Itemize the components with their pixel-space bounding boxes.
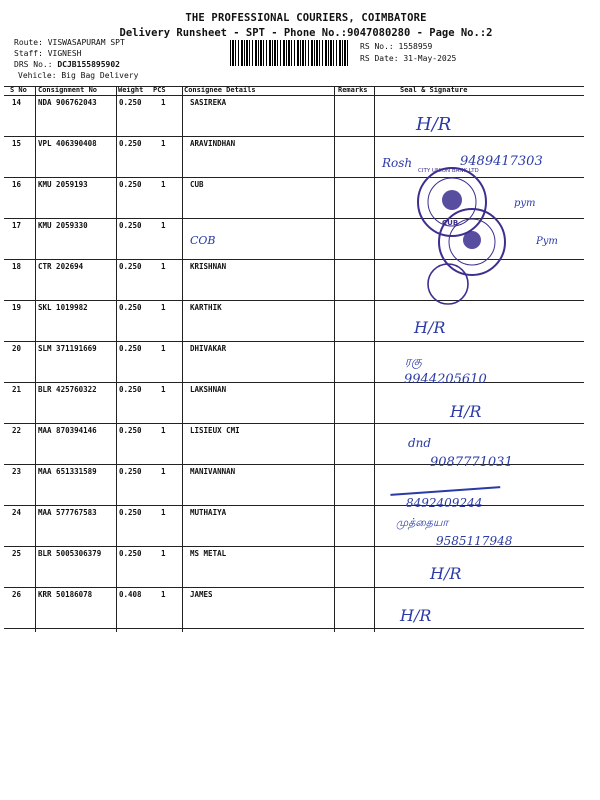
weight-cell: 0.250	[119, 180, 142, 189]
pcs-cell: 1	[161, 180, 166, 189]
rs-no-line	[360, 41, 432, 52]
consignee-cell: MUTHAIYA	[190, 508, 227, 517]
col-header-signature: Seal & Signature	[400, 86, 468, 94]
weight-cell: 0.250	[119, 344, 142, 353]
pcs-cell: 1	[161, 98, 166, 107]
sig-row14: H/R	[416, 114, 452, 135]
weight-cell: 0.250	[119, 549, 142, 558]
vehicle-line	[18, 70, 138, 81]
weight-cell: 0.250	[119, 385, 142, 394]
sno-cell: 26	[12, 590, 22, 599]
consignment-cell: MAA 577767583	[38, 508, 97, 517]
rs-date-line	[360, 53, 456, 64]
weight-cell: 0.250	[119, 303, 142, 312]
consignee-cell: DHIVAKAR	[190, 344, 227, 353]
sno-cell: 19	[12, 303, 22, 312]
weight-cell: 0.250	[119, 262, 142, 271]
weight-cell: 0.250	[119, 467, 142, 476]
sno-cell: 14	[12, 98, 22, 107]
sig-row15-phone: 9489417303	[460, 154, 543, 169]
col-header-pcs: PCS	[153, 86, 166, 94]
col-header-remarks: Remarks	[338, 86, 368, 94]
consignee-cell: MANIVANNAN	[190, 467, 236, 476]
staff-label: Staff:	[14, 49, 43, 58]
sig-row15-name: Rosh	[382, 156, 413, 170]
stamp-emblem	[463, 231, 481, 249]
sno-cell: 21	[12, 385, 22, 394]
bank-stamp	[410, 162, 510, 312]
rs-date-value: 31-May-2025	[403, 54, 457, 63]
consignment-cell: KMU 2059330	[38, 221, 88, 230]
sig-row22-phone: 9087771031	[430, 455, 513, 470]
pcs-cell: 1	[161, 590, 166, 599]
consignee-cell: SASIREKA	[190, 98, 227, 107]
stamp-partial-ring	[428, 264, 468, 304]
pcs-cell: 1	[161, 221, 166, 230]
pcs-cell: 1	[161, 262, 166, 271]
consignment-cell: KMU 2059193	[38, 180, 88, 189]
sno-cell: 23	[12, 467, 22, 476]
sno-cell: 17	[12, 221, 22, 230]
sno-cell: 20	[12, 344, 22, 353]
consignment-cell: KRR 50186078	[38, 590, 93, 599]
company-title: THE PROFESSIONAL COURIERS, COIMBATORE	[185, 12, 427, 24]
pcs-cell: 1	[161, 549, 166, 558]
sno-cell: 24	[12, 508, 22, 517]
consignment-cell: SLM 371191669	[38, 344, 97, 353]
table-row	[4, 547, 584, 587]
route-label: Route:	[14, 38, 43, 47]
table-row	[4, 342, 584, 382]
sig-row20-name: ரகு	[405, 354, 422, 368]
consignee-cell: JAMES	[190, 590, 213, 599]
sig-row24-name: முத்தையா	[396, 516, 449, 529]
col-header-sno: S No	[10, 86, 27, 94]
weight-cell: 0.250	[119, 98, 142, 107]
table-row	[4, 96, 584, 136]
drs-value: DCJB155895902	[57, 60, 120, 69]
sig-row26: H/R	[400, 606, 432, 625]
staff-line	[14, 48, 81, 59]
weight-cell: 0.250	[119, 426, 142, 435]
sig-row25: H/R	[430, 564, 462, 583]
sig-row17: Pym	[536, 236, 558, 247]
sno-cell: 18	[12, 262, 22, 271]
consignee-cell: CUB	[190, 180, 204, 189]
sig-row21: H/R	[450, 402, 482, 421]
vehicle-label: Vehicle:	[18, 71, 57, 80]
sig-row24-phone: 9585117948	[436, 534, 513, 548]
consignment-cell: MAA 651331589	[38, 467, 97, 476]
route-line	[14, 37, 125, 48]
pcs-cell: 1	[161, 344, 166, 353]
pcs-cell: 1	[161, 508, 166, 517]
sig-row19: H/R	[414, 318, 446, 337]
weight-cell: 0.250	[119, 508, 142, 517]
sig-row23-phone: 8492409244	[406, 496, 483, 510]
consignee-cell: LAKSHNAN	[190, 385, 227, 394]
sno-cell: 22	[12, 426, 22, 435]
col-header-consignee: Consignee Details	[184, 86, 256, 94]
weight-cell: 0.250	[119, 139, 142, 148]
drs-label: DRS No.:	[14, 60, 53, 69]
weight-cell: 0.408	[119, 590, 142, 599]
pcs-cell: 1	[161, 139, 166, 148]
route-value: VISWASAPURAM SPT	[47, 38, 125, 47]
table-row	[4, 383, 584, 423]
stamp-emblem	[442, 190, 462, 210]
sno-cell: 25	[12, 549, 22, 558]
consignee-cell: KRISHNAN	[190, 262, 227, 271]
consignee-cell: ARAVINDHAN	[190, 139, 236, 148]
note-row17: COB	[190, 234, 216, 247]
consignment-cell: BLR 5005306379	[38, 549, 102, 558]
consignment-cell: BLR 425760322	[38, 385, 97, 394]
pcs-cell: 1	[161, 385, 166, 394]
sig-row20-phone: 9944205610	[404, 372, 487, 387]
table-row	[4, 588, 584, 628]
sno-cell: 15	[12, 139, 22, 148]
consignment-cell: NDA 906762043	[38, 98, 97, 107]
sig-row22-name: dnd	[408, 436, 432, 450]
staff-value: VIGNESH	[47, 49, 82, 58]
consignee-cell: KARTHIK	[190, 303, 222, 312]
col-header-weight: Weight	[118, 86, 144, 94]
barcode	[230, 40, 350, 66]
pcs-cell: 1	[161, 426, 166, 435]
weight-cell: 0.250	[119, 221, 142, 230]
row-rule	[4, 628, 584, 629]
consignment-cell: CTR 202694	[38, 262, 84, 271]
stamp-ring-text: CITY UNION BANK LTD	[418, 168, 479, 174]
drs-line	[14, 59, 120, 70]
vehicle-value: Big Bag Delivery	[61, 71, 139, 80]
pcs-cell: 1	[161, 467, 166, 476]
sig-row16: pym	[514, 198, 536, 209]
runsheet-subtitle: Delivery Runsheet - SPT - Phone No.:9047080280 - Page No.:2	[119, 27, 493, 39]
consignment-cell: VPL 406390408	[38, 139, 97, 148]
consignment-cell: SKL 1019982	[38, 303, 88, 312]
rs-no-label: RS No.:	[360, 42, 394, 51]
rs-date-label: RS Date:	[360, 54, 399, 63]
col-header-consignment: Consignment No	[38, 86, 98, 94]
consignment-cell: MAA 870394146	[38, 426, 97, 435]
sno-cell: 16	[12, 180, 22, 189]
consignee-cell: MS METAL	[190, 549, 227, 558]
consignee-cell: LISIEUX CMI	[190, 426, 240, 435]
stamp-text: CUB	[442, 219, 459, 227]
rs-no-value: 1558959	[398, 42, 433, 51]
pcs-cell: 1	[161, 303, 166, 312]
